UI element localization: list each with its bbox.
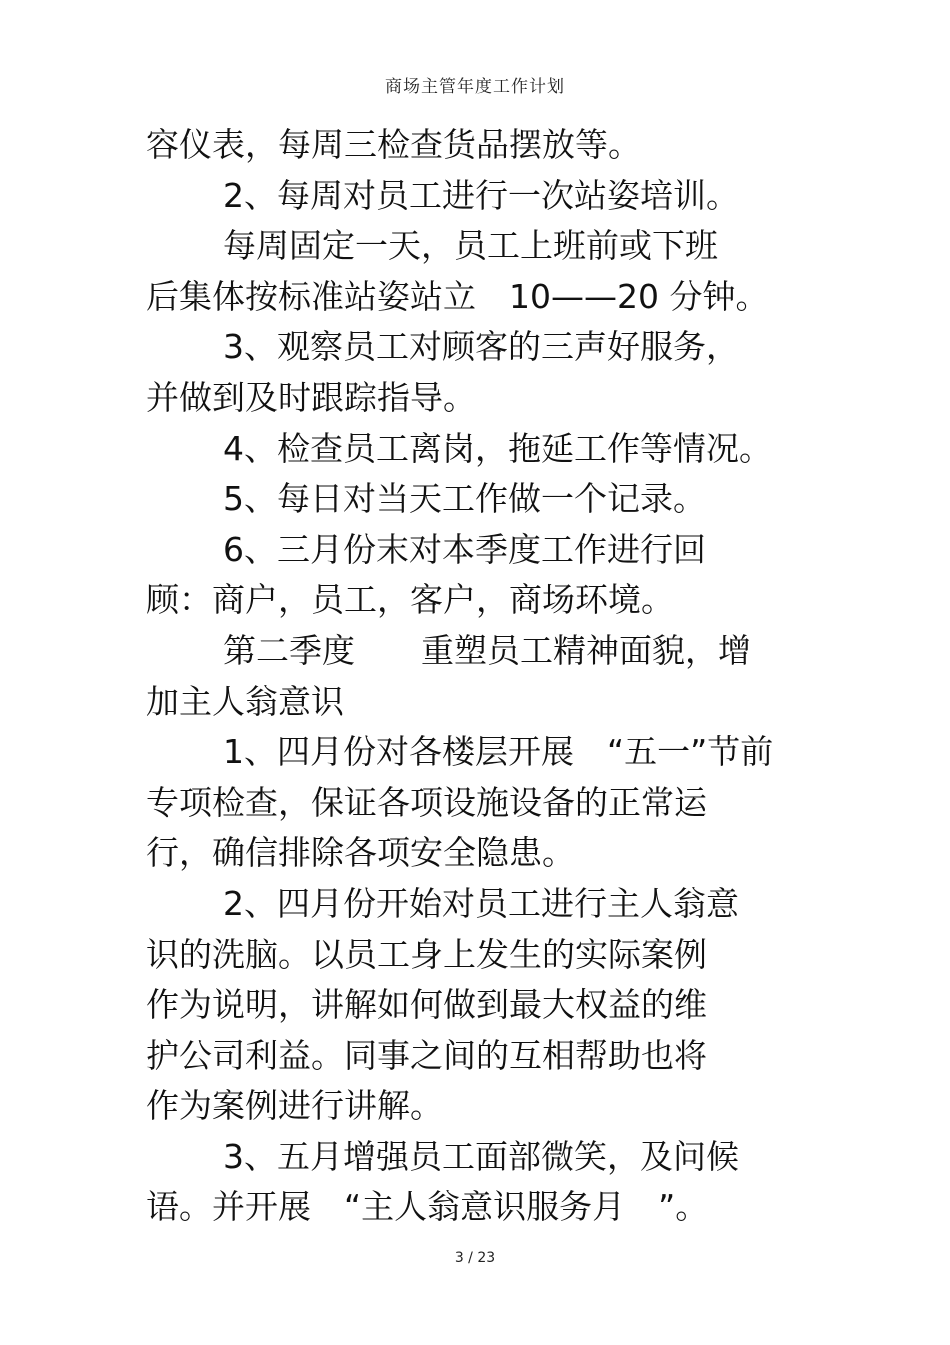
text-line: 6、三月份末对本季度工作进行回 [223,529,706,569]
section-heading-cont: 加主人翁意识 [146,681,344,721]
text-line: 后集体按标准站姿站立 10——20 分钟。 [146,276,769,316]
text-line: 并做到及时跟踪指导。 [146,377,476,417]
text-line: 语。并开展 “主人翁意识服务月 ”。 [146,1187,709,1227]
section-heading: 第二季度 重塑员工精神面貌，增 [223,630,751,670]
text-line: 1、四月份对各楼层开展 “五一”节前 [223,732,774,772]
text-line: 3、观察员工对顾客的三声好服务， [223,327,739,367]
text-line: 行，确信排除各项安全隐患。 [146,833,575,873]
text-line: 每周固定一天，员工上班前或下班 [223,226,718,266]
text-line: 2、每周对员工进行一次站姿培训。 [223,175,739,215]
text-line: 顾：商户，员工，客户，商场环境。 [146,580,674,620]
text-line: 4、检查员工离岗，拖延工作等情况。 [223,428,772,468]
page-number: 3 / 23 [454,1250,496,1266]
text-line: 专项检查，保证各项设施设备的正常运 [146,782,707,822]
text-line: 护公司利益。同事之间的互相帮助也将 [146,1035,707,1075]
page-header: 商场主管年度工作计划 [385,77,565,97]
text-line: 3、五月增强员工面部微笑，及问候 [223,1136,739,1176]
text-line: 5、每日对当天工作做一个记录。 [223,479,706,519]
text-line: 识的洗脑。以员工身上发生的实际案例 [146,934,707,974]
text-line: 容仪表，每周三检查货品摆放等。 [146,125,641,164]
text-line: 2、四月份开始对员工进行主人翁意 [223,883,739,923]
document-body [146,120,846,1233]
text-line: 作为说明，讲解如何做到最大权益的维 [146,985,707,1025]
text-line: 作为案例进行讲解。 [146,1086,443,1126]
